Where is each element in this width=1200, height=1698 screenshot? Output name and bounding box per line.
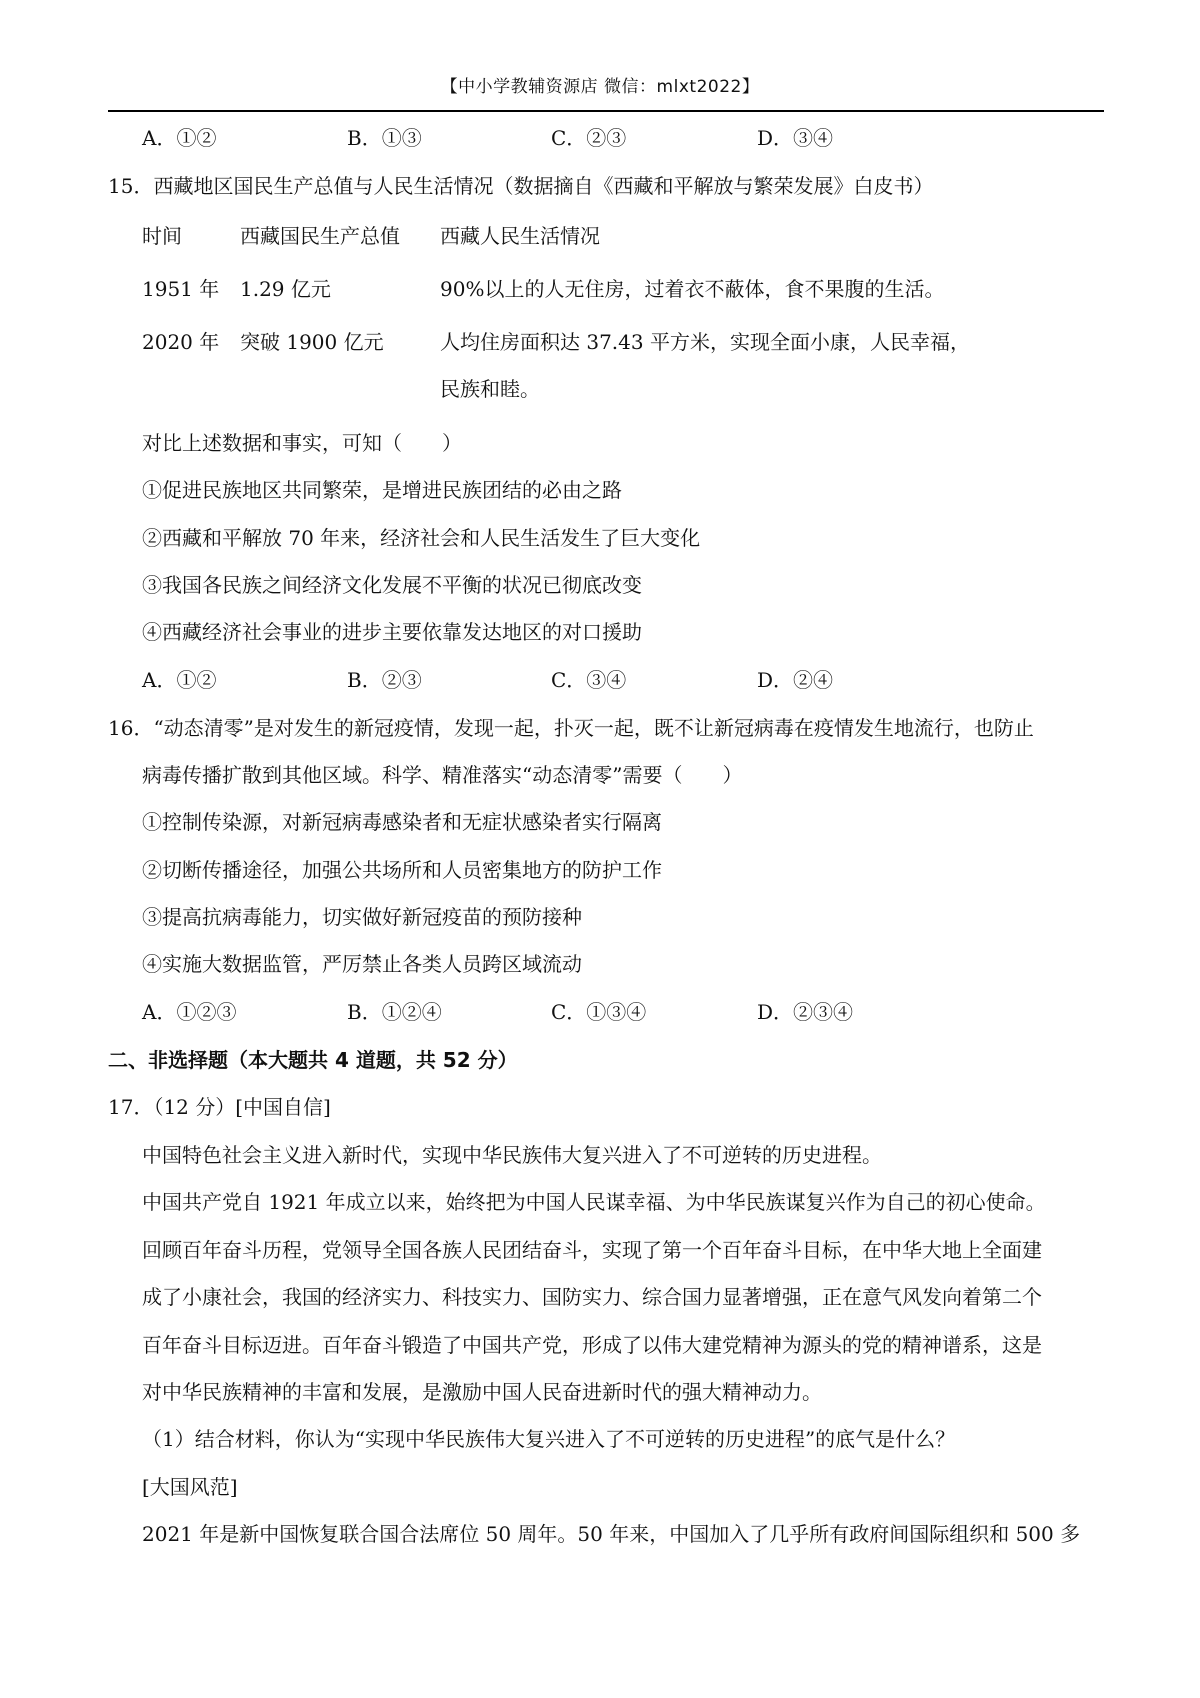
q15-row1-year: 1951 年 [142, 277, 220, 301]
q17-paragraph-3: 2021 年是新中国恢复联合国合法席位 50 周年。50 年来，中国加入了几乎所有政府间国际组织和 500 多 [142, 1522, 1081, 1546]
q16-item-1: ①控制传染源，对新冠病毒感染者和无症状感染者实行隔离 [142, 810, 662, 834]
q15-item-3: ③我国各民族之间经济文化发展不平衡的状况已彻底改变 [142, 573, 642, 597]
q14-option-b: B．①③ [347, 126, 422, 150]
q15-table-header-time: 时间 [142, 224, 182, 248]
q16-option-d: D．②③④ [757, 1000, 854, 1024]
q14-option-c: C．②③ [551, 126, 627, 150]
q15-row2-life-continued: 民族和睦。 [440, 377, 540, 401]
q15-item-1: ①促进民族地区共同繁荣，是增进民族团结的必由之路 [142, 478, 622, 502]
q17-paragraph-2-line-5: 对中华民族精神的丰富和发展，是激励中国人民奋进新时代的强大精神动力。 [142, 1380, 822, 1404]
page-header: 【中小学教辅资源店 微信：mlxt2022】 [440, 77, 760, 97]
q16-option-a: A．①②③ [142, 1000, 237, 1024]
q17-subquestion-1: （1）结合材料，你认为“实现中华民族伟大复兴进入了不可逆转的历史进程”的底气是什么？ [142, 1427, 956, 1451]
q15-table-header-life: 西藏人民生活情况 [440, 224, 600, 248]
q17-paragraph-1: 中国特色社会主义进入新时代，实现中华民族伟大复兴进入了不可逆转的历史进程。 [142, 1143, 882, 1167]
q15-stem: 15．西藏地区国民生产总值与人民生活情况（数据摘自《西藏和平解放与繁荣发展》白皮书） [108, 174, 934, 198]
header-divider [108, 110, 1104, 112]
q17-section-b-title: [大国风范] [142, 1475, 238, 1499]
q15-item-2: ②西藏和平解放 70 年来，经济社会和人民生活发生了巨大变化 [142, 526, 701, 550]
q16-stem-line-2: 病毒传播扩散到其他区域。科学、精准落实“动态清零”需要（ ） [142, 763, 743, 787]
q15-row2-life: 人均住房面积达 37.43 平方米，实现全面小康，人民幸福， [440, 330, 970, 354]
q16-option-c: C．①③④ [551, 1000, 647, 1024]
q14-option-a: A．①② [142, 126, 217, 150]
q15-option-c: C．③④ [551, 668, 627, 692]
q17-paragraph-2-line-4: 百年奋斗目标迈进。百年奋斗锻造了中国共产党，形成了以伟大建党精神为源头的党的精神谱系，这是 [142, 1333, 1042, 1357]
q16-item-4: ④实施大数据监管，严厉禁止各类人员跨区域流动 [142, 952, 582, 976]
q15-option-a: A．①② [142, 668, 217, 692]
section-2-title: 二、非选择题（本大题共 4 道题，共 52 分） [108, 1048, 518, 1072]
q16-item-2: ②切断传播途径，加强公共场所和人员密集地方的防护工作 [142, 858, 662, 882]
q16-item-3: ③提高抗病毒能力，切实做好新冠疫苗的预防接种 [142, 905, 582, 929]
q15-prompt: 对比上述数据和事实，可知（ ） [142, 431, 462, 455]
q16-stem-line-1: 16．“动态清零”是对发生的新冠疫情，发现一起，扑灭一起，既不让新冠病毒在疫情发生地流行，也防止 [108, 716, 1034, 740]
q15-row2-year: 2020 年 [142, 330, 220, 354]
q15-table-header-gdp: 西藏国民生产总值 [240, 224, 400, 248]
q17-paragraph-2-line-2: 回顾百年奋斗历程，党领导全国各族人民团结奋斗，实现了第一个百年奋斗目标，在中华大地上全面建 [142, 1238, 1042, 1262]
q17-paragraph-2-line-3: 成了小康社会，我国的经济实力、科技实力、国防实力、综合国力显著增强，正在意气风发向着第二个 [142, 1285, 1042, 1309]
q15-row2-gdp: 突破 1900 亿元 [240, 330, 384, 354]
q17-head: 17．（12 分）[中国自信] [108, 1095, 331, 1119]
q16-option-b: B．①②④ [347, 1000, 442, 1024]
q15-item-4: ④西藏经济社会事业的进步主要依靠发达地区的对口援助 [142, 620, 642, 644]
q14-option-d: D．③④ [757, 126, 834, 150]
q15-row1-life: 90%以上的人无住房，过着衣不蔽体，食不果腹的生活。 [440, 277, 945, 301]
q15-option-d: D．②④ [757, 668, 834, 692]
q17-paragraph-2-line-1: 中国共产党自 1921 年成立以来，始终把为中国人民谋幸福、为中华民族谋复兴作为自己的初心使命。 [142, 1190, 1046, 1214]
q15-row1-gdp: 1.29 亿元 [240, 277, 331, 301]
q15-option-b: B．②③ [347, 668, 422, 692]
